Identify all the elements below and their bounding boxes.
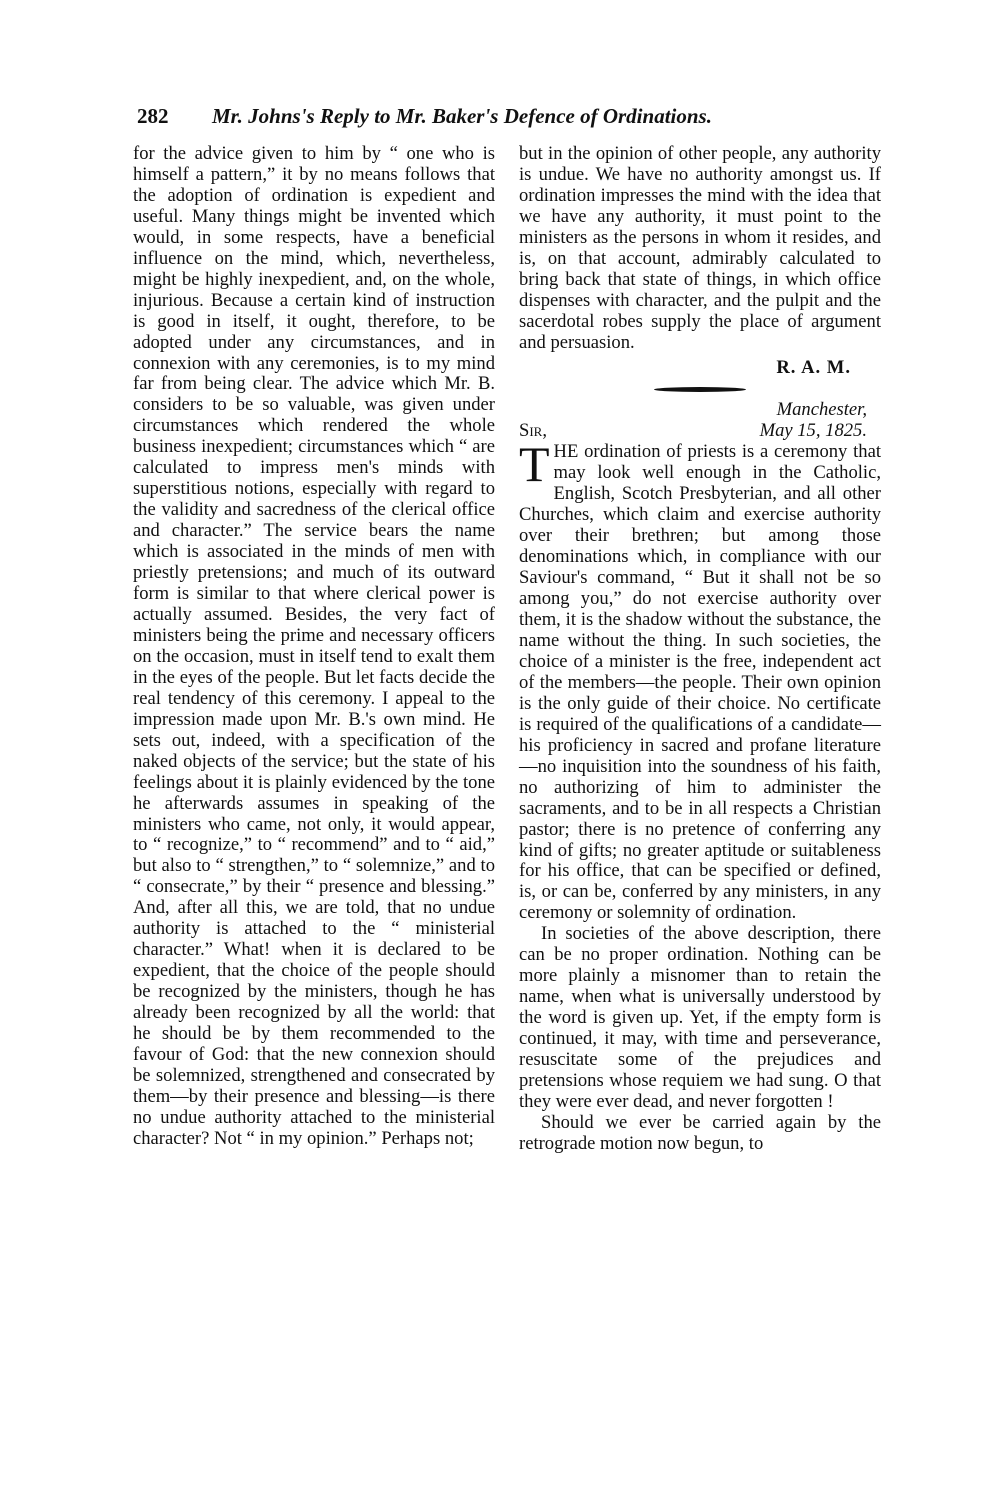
- left-paragraph: for the advice given to him by “ one who is himself a pattern,” it by no means follows that the adoption of ordination is expedient and useful. Many things might be invented which would, in some respects, have a beneficial influence on the mind, which, nevertheless, might be highly inexpedient, and, on the whole, injurious. Because a certain kind of instruction is good in itself, it ought, therefore, to be adopted under any circumstances, and in connexion with any ceremonies, is to my mind far from being clear. The advice which Mr. B. considers to be so valuable, was given under circumstances which rendered the whole business inexpedient; circumstances which “ are calculated to impress men's minds with superstitious notions, especially with regard to the validity and sacredness of the clerical office and character.” The service bears the name which is associated in the minds of men with priestly pretensions; and much of its outward form is similar to that where clerical power is actually assumed. Besides, the very fact of ministers being the prime and necessary officers on the occasion, must in itself tend to exalt them in the eyes of the people. But let facts decide the real tendency of this ceremony. I appeal to the impression made upon Mr. B.'s own mind. He sets out, indeed, with a specification of the naked objects of the service; but the state of his feelings about it is plainly evidenced by the tone he afterwards assumes in speaking of the ministers who came, not only, it would appear, to “ recognize,” to “ recommend” and to “ aid,” but also to “ strengthen,” to “ solemnize,” and to “ consecrate,” by their “ presence and blessing.” And, after all this, we are told, that no undue authority is attached to the “ ministerial character.” What! when it is declared to be expedient, that the choice of the people should be recognized by the ministers, though he has already been recognized by all the world: that he should be by them recommended to the favour of God: that the new connexion should be solemnized, strengthened and consecrated by them—by their presence and blessing—is there no undue authority attached to the ministerial character? Not “ in my opinion.” Perhaps not;: [133, 143, 495, 1149]
- letter-dateline: [519, 421, 881, 442]
- right-column: [519, 144, 881, 1155]
- letter-place: Manchester,: [776, 399, 867, 421]
- page-number: 282: [137, 104, 169, 128]
- running-header: [137, 103, 882, 129]
- letter-date: [760, 421, 867, 442]
- letter-paragraph-3: Should we ever be carried again by the retrograde motion now begun, to: [519, 1111, 881, 1154]
- letter-salutation: Sir,: [519, 420, 547, 442]
- running-title: Mr. Johns's Reply to Mr. Baker's Defence of Ordinations.: [212, 104, 712, 128]
- left-column: [133, 144, 495, 1150]
- letter-date-text: May 15, 1825.: [759, 420, 867, 442]
- letter-paragraph-1-text: HE ordination of priests is a ceremony that may look well enough in the Catholic, English, Scotch Presbyterian, and all other Churches, which claim and exercise authority over their brethren; but among those denominations which, in compliance with our Saviour's command, “ But it shall not be so among you,” do not exercise authority over them, it is the shadow without the substance, the name without the thing. In such societies, the choice of a minister is the free, independent act of the members—the people. Their own opinion is the only guide of their choice. No certificate is required of the qualifications of a candidate—his proficiency in sacred and profane literature—no inquisition into the soundness of his faith, no authorizing of him to administer the sacraments, and to be in all respects a Christian pastor; there is no pretence of conferring any kind of gifts; no greater aptitude or suitableness for his office, that can be specified or defined, is, or can be, conferred by any ministers, in any ceremony or solemnity of ordination.: [519, 441, 881, 924]
- letter-paragraph-2: In societies of the above description, there can be no proper ordination. Nothing can be more plainly a misnomer than to retain the name, when what is universally understood by the word is given up. Yet, if the empty form is continued, it may, with time and perseverance, resuscitate some of the prejudices and pretensions whose requiem we had sung. O that they were ever dead, and never forgotten !: [519, 923, 881, 1112]
- signature: R. A. M.: [776, 356, 851, 378]
- drop-cap: T: [519, 436, 550, 493]
- section-rule: [654, 387, 746, 392]
- letter-paragraph-1: [519, 436, 881, 924]
- right-paragraph-1: but in the opinion of other people, any authority is undue. We have no authority amongst us. If ordination impresses the mind with the idea that we have any authority, it must point to the ministers as the persons in whom it resides, and is, on that account, admirably calculated to bring back that state of things, in which office dispenses with character, and the pulpit and the sacerdotal robes supply the place of argument and persuasion.: [519, 143, 881, 353]
